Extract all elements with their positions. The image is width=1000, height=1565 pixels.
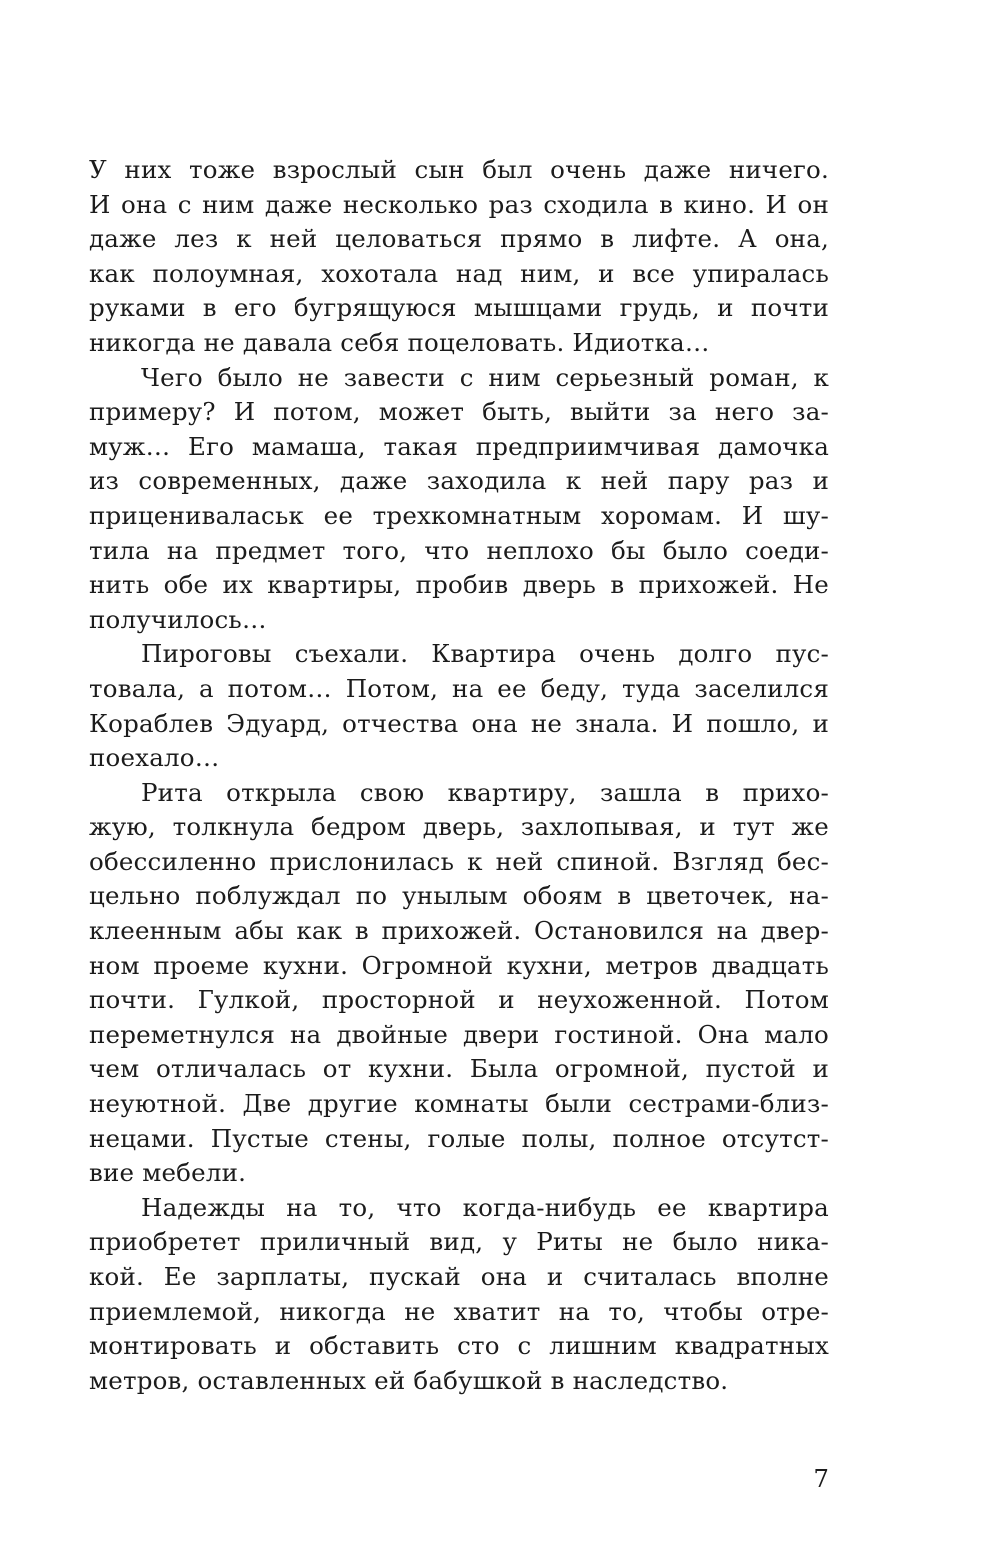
text-line: товала, а потом… Потом, на ее беду, туда заселился: [89, 673, 829, 703]
paragraph-3: [89, 637, 829, 775]
text-line: жую, толкнула бедром дверь, захлопывая, и тут же: [89, 812, 829, 842]
text-line: Рита открыла свою квартиру, зашла в прихо-: [141, 777, 829, 807]
text-line: приемлемой, никогда не хватит на то, чтобы отре-: [89, 1296, 829, 1326]
text-line: клеенным абы как в прихожей. Остановился на двер-: [89, 916, 829, 946]
text-line: У них тоже взрослый сын был очень даже ничего.: [89, 155, 829, 184]
text-line: получилось…: [89, 604, 267, 634]
text-line: Пироговы съехали. Квартира очень долго пус-: [141, 639, 829, 669]
paragraph-1: [89, 153, 829, 361]
text-line: И она с ним даже несколько раз сходила в кино. И он: [89, 189, 829, 219]
text-line: почти. Гулкой, просторной и неухоженной. Потом: [89, 985, 829, 1015]
text-line: из современных, даже заходила к ней пару раз и: [89, 466, 829, 496]
text-line: муж… Его мамаша, такая предприимчивая дамочка: [89, 431, 829, 461]
text-line: неуютной. Две другие комнаты были сестрами-близ-: [89, 1089, 829, 1119]
text-line: чем отличалась от кухни. Была огромной, пустой и: [89, 1054, 829, 1084]
text-line: ном проеме кухни. Огромной кухни, метров двадцать: [89, 950, 829, 980]
text-line: никогда не давала себя поцеловать. Идиотка…: [89, 327, 710, 357]
text-line: приобретет приличный вид, у Риты не было ника-: [89, 1227, 829, 1257]
text-line: нецами. Пустые стены, голые полы, полное отсутст-: [89, 1123, 829, 1153]
text-line: Кораблев Эдуард, отчества она не знала. И пошло, и: [89, 708, 829, 738]
text-line: вие мебели.: [89, 1158, 247, 1188]
text-line: нить обе их квартиры, пробив дверь в прихожей. Не: [89, 570, 829, 600]
text-line: переметнулся на двойные двери гостиной. Она мало: [89, 1019, 829, 1049]
body-text: [89, 153, 829, 1398]
paragraph-2: [89, 361, 829, 638]
text-line: примеру? И потом, может быть, выйти за него за-: [89, 397, 829, 427]
text-line: тила на предмет того, что неплохо бы было соеди-: [89, 535, 829, 565]
text-line: даже лез к ней целоваться прямо в лифте. А она,: [89, 224, 829, 254]
text-line: монтировать и обставить сто с лишним квадратных: [89, 1331, 829, 1361]
text-line: поехало…: [89, 743, 220, 773]
text-line: Чего было не завести с ним серьезный роман, к: [141, 362, 829, 392]
paragraph-4: [89, 776, 829, 1191]
text-line: как полоумная, хохотала над ним, и все упиралась: [89, 258, 829, 288]
text-line: метров, оставленных ей бабушкой в наследство.: [89, 1365, 729, 1395]
text-line: Надежды на то, что когда-нибудь ее квартира: [141, 1192, 829, 1222]
text-line: руками в его бугрящуюся мышцами грудь, и почти: [89, 293, 829, 323]
text-line: цельно поблуждал по унылым обоям в цветочек, на-: [89, 881, 829, 911]
paragraph-5: [89, 1191, 829, 1399]
page-number: 7: [813, 1464, 829, 1493]
text-line: обессиленно прислонилась к ней спиной. Взгляд бес-: [89, 846, 829, 876]
text-line: кой. Ее зарплаты, пускай она и считалась вполне: [89, 1262, 829, 1291]
text-line: прицениваласьк ее трехкомнатным хоромам. И шу-: [89, 500, 829, 530]
